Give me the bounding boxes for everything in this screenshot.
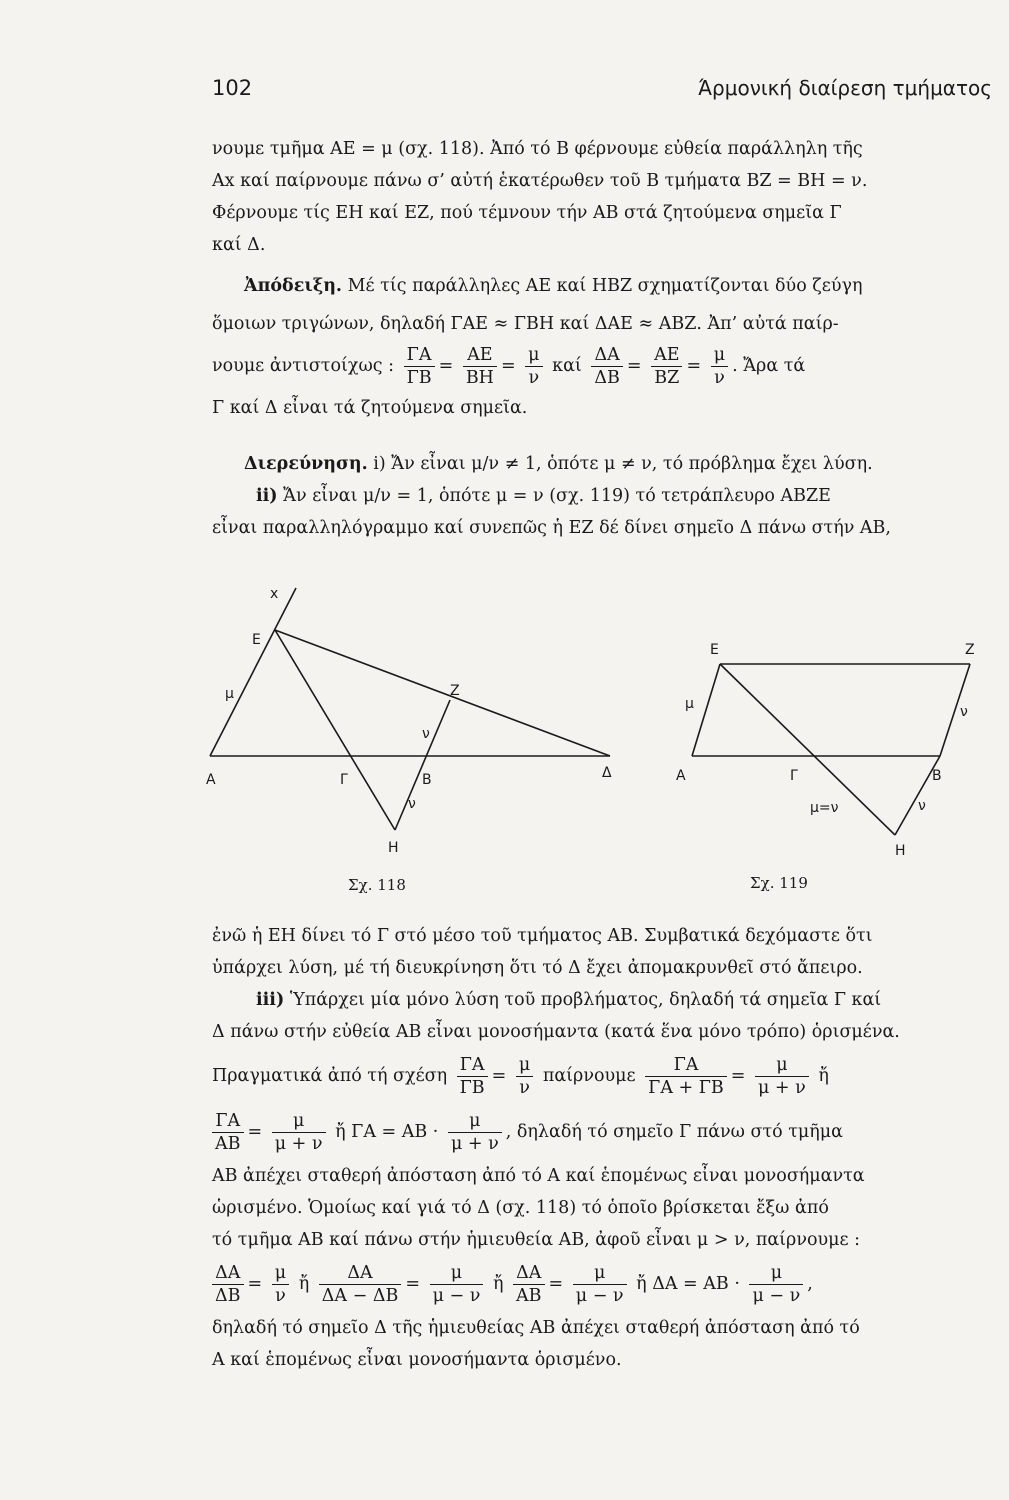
text-line: Αx καί παίρνουμε πάνω σ’ αὐτή ἑκατέρωθεν τοῦ Β τμήματα ΒΖ = ΒΗ = ν.: [212, 171, 868, 191]
fraction: [749, 1262, 803, 1307]
text-line: Δ πάνω στήν εὐθεία ΑΒ εἶναι μονοσήμαντα (κατά ἕνα μόνο τρόπο) ὁρισμένα.: [212, 1022, 900, 1042]
figure-caption: Σχ. 119: [750, 874, 808, 892]
text-line: [212, 984, 992, 1016]
line-eh: [275, 630, 395, 830]
numerator: ΓΑ: [212, 1110, 244, 1133]
denominator: ν: [714, 368, 725, 388]
denominator: μ + ν: [450, 1134, 499, 1154]
fraction: [525, 344, 542, 389]
paragraph-discussion-continued: [212, 920, 992, 1376]
label: Δ: [602, 765, 612, 781]
label: μ=ν: [810, 800, 839, 816]
denominator: ν: [275, 1286, 286, 1306]
fraction: [711, 344, 728, 389]
text-span: καί: [552, 356, 582, 376]
fraction: [513, 1262, 545, 1307]
text-span: νουμε ἀντιστοίχως :: [212, 356, 394, 376]
similar-triangles-2: ΔΑΕ ≈ ΑΒΖ: [594, 314, 697, 334]
denominator: ΒΗ: [465, 368, 494, 388]
line-eh: [720, 664, 895, 835]
label: Β: [422, 772, 432, 788]
running-title: Άρμονική διαίρεση τμήματος: [698, 76, 992, 100]
text-line: [212, 480, 992, 512]
denominator: ΓΒ: [459, 1078, 485, 1098]
label: x: [270, 586, 279, 602]
figure-119: [670, 630, 1000, 900]
fraction: [212, 1262, 244, 1307]
label: Β: [932, 768, 942, 784]
label: Γ: [340, 772, 348, 788]
label: Ε: [710, 642, 719, 658]
text-span: . Ἄρα τά: [732, 356, 806, 376]
fraction: [319, 1262, 402, 1307]
page-header: [212, 76, 992, 110]
text-span: Πραγματικά ἀπό τή σχέση: [212, 1066, 448, 1086]
fraction: [404, 344, 435, 389]
denominator: μ − ν: [752, 1286, 801, 1306]
numerator: ΓΑ: [457, 1054, 488, 1077]
equation-line: $\frac{\Delta A}{\Delta B}$ = $\frac{\mu}{\nu}$ ἤ $\frac{\Delta A}{\Delta A - \Delta B}$ = $\frac{\mu}{\mu - \nu}$ ἤ $\frac{\Delta A}{AB}$ = $\frac{\mu}{\mu - \nu}$ ἤ ΔΑ = ΑΒ · $\frac{\mu}{\mu - \nu}$ ,: [212, 1256, 992, 1312]
text-line: δηλαδή τό σημεῖο Δ τῆς ἡμιευθείας ΑΒ ἀπέχει σταθερή ἀπόσταση ἀπό τό: [212, 1318, 860, 1338]
numerator: μ: [448, 1110, 502, 1133]
denominator: ΔΒ: [594, 368, 620, 388]
denominator: μ + ν: [274, 1134, 323, 1154]
fraction: [755, 1054, 809, 1099]
fraction: [457, 1054, 488, 1099]
denominator: ΑΒ: [215, 1134, 241, 1154]
fraction: [448, 1110, 502, 1155]
numerator: μ: [749, 1262, 803, 1285]
text-span: ,: [807, 1274, 813, 1294]
label: μ: [225, 686, 234, 702]
paragraph-proof: [212, 270, 992, 424]
numerator: μ: [711, 344, 728, 367]
line-ae: [692, 664, 720, 756]
paragraph-discussion: [212, 448, 992, 544]
numerator: ΓΑ: [404, 344, 435, 367]
discussion-label: Διερεύνηση.: [244, 454, 368, 474]
figure-caption: Σχ. 118: [348, 876, 406, 894]
label: Ζ: [450, 683, 460, 699]
label: Α: [676, 768, 686, 784]
numerator: μ: [516, 1054, 533, 1077]
equation-line: $\frac{\Gamma A}{AB}$ = $\frac{\mu}{\mu + \nu}$ ἤ ΓΑ = ΑΒ · $\frac{\mu}{\mu + \nu}$ , δηλαδή τό σημεῖο Γ πάνω στό τμῆμα: [212, 1104, 992, 1160]
label: ν: [960, 704, 968, 720]
label: Α: [206, 772, 216, 788]
denominator: μ + ν: [757, 1078, 806, 1098]
similar-triangles-1: ΓΑΕ ≈ ΓΒΗ: [450, 314, 555, 334]
text-line: [212, 448, 992, 480]
ray-ax: [210, 588, 296, 756]
text-span: ἤ ΓΑ = ΑΒ ·: [335, 1122, 439, 1142]
text-line: [212, 270, 992, 302]
denominator: ΔΒ: [215, 1286, 241, 1306]
text-span: i) Ἄν εἶναι μ/ν ≠ 1, ὁπότε μ ≠ ν, τό πρόβλημα ἔχει λύση.: [373, 454, 873, 474]
numerator: ΑΕ: [463, 344, 497, 367]
numerator: ΑΕ: [651, 344, 682, 367]
text-span: Ἄν εἶναι μ/ν = 1, ὁπότε μ = ν (σχ. 119) τό τετράπλευρο ΑΒΖΕ: [283, 486, 831, 506]
denominator: μ − ν: [432, 1286, 481, 1306]
fraction: [591, 344, 623, 389]
fraction: [516, 1054, 533, 1099]
text-span: , δηλαδή τό σημεῖο Γ πάνω στό τμῆμα: [505, 1122, 843, 1142]
text-span: Μέ τίς παράλληλες ΑΕ καί ΗΒΖ σχηματίζονται δύο ζεύγη: [347, 276, 863, 296]
text-line: Α καί ἑπομένως εἶναι μονοσήμαντα ὁρισμένο.: [212, 1350, 622, 1370]
fraction: [463, 344, 497, 389]
fraction: [651, 344, 682, 389]
label: Γ: [790, 768, 798, 784]
numerator: μ: [272, 1262, 289, 1285]
text-line: εἶναι παραλληλόγραμμο καί συνεπῶς ἡ ΕΖ δέ δίνει σημεῖο Δ πάνω στήν ΑΒ,: [212, 518, 891, 538]
text-line: Φέρνουμε τίς ΕΗ καί ΕΖ, πού τέμνουν τήν ΑΒ στά ζητούμενα σημεῖα Γ: [212, 203, 842, 223]
text-line: ὑπάρχει λύση, μέ τή διευκρίνηση ὅτι τό Δ ἔχει ἀπομακρυνθεῖ στό ἄπειρο.: [212, 958, 863, 978]
text-line: καί Δ.: [212, 235, 266, 255]
text-span: ὅμοιων τριγώνων, δηλαδή: [212, 314, 451, 334]
label: Η: [388, 840, 399, 856]
text-line: [212, 308, 992, 340]
text-line: τό τμῆμα ΑΒ καί πάνω στήν ἡμιευθεία ΑΒ, ἀφοῦ εἶναι μ > ν, παίρνουμε :: [212, 1230, 861, 1250]
text-span: ἤ: [298, 1274, 310, 1294]
numerator: ΔΑ: [212, 1262, 244, 1285]
text-line: νουμε τμῆμα ΑΕ = μ (σχ. 118). Ἀπό τό Β φέρνουμε εὐθεία παράλληλη τῆς: [212, 139, 863, 159]
label: μ: [685, 696, 694, 712]
fraction: [645, 1054, 727, 1099]
text-line: ὡρισμένο. Ὁμοίως καί γιά τό Δ (σχ. 118) τό ὁποῖο βρίσκεται ἔξω ἀπό: [212, 1198, 829, 1218]
equation-line: Πραγματικά ἀπό τή σχέση $\frac{\Gamma A}{\Gamma B}$ = $\frac{\mu}{\nu}$ παίρνουμε $\frac{\Gamma A}{\Gamma A + \Gamma B}$ = $\frac{\mu}{\mu + \nu}$ ἤ: [212, 1055, 829, 1098]
label: Ζ: [965, 642, 975, 658]
fraction: [272, 1262, 289, 1307]
text-line: ΑΒ ἀπέχει σταθερή ἀπόσταση ἀπό τό Α καί ἑπομένως εἶναι μονοσήμαντα: [212, 1166, 865, 1186]
denominator: μ − ν: [575, 1286, 624, 1306]
proof-label: Ἀπόδειξη.: [244, 276, 343, 296]
item-label: iii): [256, 990, 285, 1010]
paragraph-construction: [212, 133, 992, 261]
label: Η: [895, 843, 906, 859]
text-span: ἤ: [492, 1274, 504, 1294]
numerator: μ: [272, 1110, 326, 1133]
text-line: ἐνῶ ἡ ΕΗ δίνει τό Γ στό μέσο τοῦ τμήματος ΑΒ. Συμβατικά δεχόμαστε ὅτι: [212, 926, 873, 946]
text-span: ἤ: [818, 1066, 829, 1086]
label: ν: [422, 726, 430, 742]
denominator: ΒΖ: [654, 368, 680, 388]
numerator: ΔΑ: [319, 1262, 402, 1285]
denominator: ΓΑ + ΓΒ: [648, 1078, 724, 1098]
figure-118: [200, 580, 630, 900]
numerator: μ: [430, 1262, 484, 1285]
page-number: 102: [212, 76, 253, 100]
denominator: ν: [528, 368, 540, 388]
denominator: ΓΒ: [406, 368, 432, 388]
numerator: ΔΑ: [513, 1262, 545, 1285]
numerator: ΔΑ: [591, 344, 623, 367]
fraction: [272, 1110, 326, 1155]
label: ν: [408, 796, 416, 812]
text-span: καί: [554, 314, 595, 334]
text-span: . Ἀπ’ αὐτά παίρ-: [696, 314, 839, 334]
fraction: [573, 1262, 627, 1307]
fraction: [430, 1262, 484, 1307]
item-label: ii): [256, 486, 278, 506]
fraction: [212, 1110, 244, 1155]
line-hz: [395, 700, 450, 830]
denominator: ΑΒ: [516, 1286, 542, 1306]
numerator: μ: [525, 344, 542, 367]
label: ν: [918, 798, 926, 814]
numerator: μ: [755, 1054, 809, 1077]
text-line: Γ καί Δ εἶναι τά ζητούμενα σημεῖα.: [212, 398, 528, 418]
text-span: ἤ ΔΑ = ΑΒ ·: [636, 1274, 740, 1294]
text-span: Ὑπάρχει μία μόνο λύση τοῦ προβλήματος, δηλαδή τά σημεῖα Γ καί: [289, 990, 882, 1010]
label: Ε: [252, 632, 261, 648]
text-span: παίρνουμε: [542, 1066, 636, 1086]
line-ez: [275, 630, 610, 756]
denominator: ν: [519, 1078, 530, 1098]
equation-line: νουμε ἀντιστοίχως : $\frac{\Gamma A}{\Gamma B}$ = $\frac{AE}{BH}$ = $\frac{\mu}{\nu}$ καί $\frac{\Delta A}{\Delta B}$ = $\frac{AE}{BZ}$ = $\frac{\mu}{\nu}$ . Ἄρα τά: [212, 345, 806, 388]
numerator: ΓΑ: [645, 1054, 727, 1077]
numerator: μ: [573, 1262, 627, 1285]
denominator: ΔΑ − ΔΒ: [321, 1286, 399, 1306]
